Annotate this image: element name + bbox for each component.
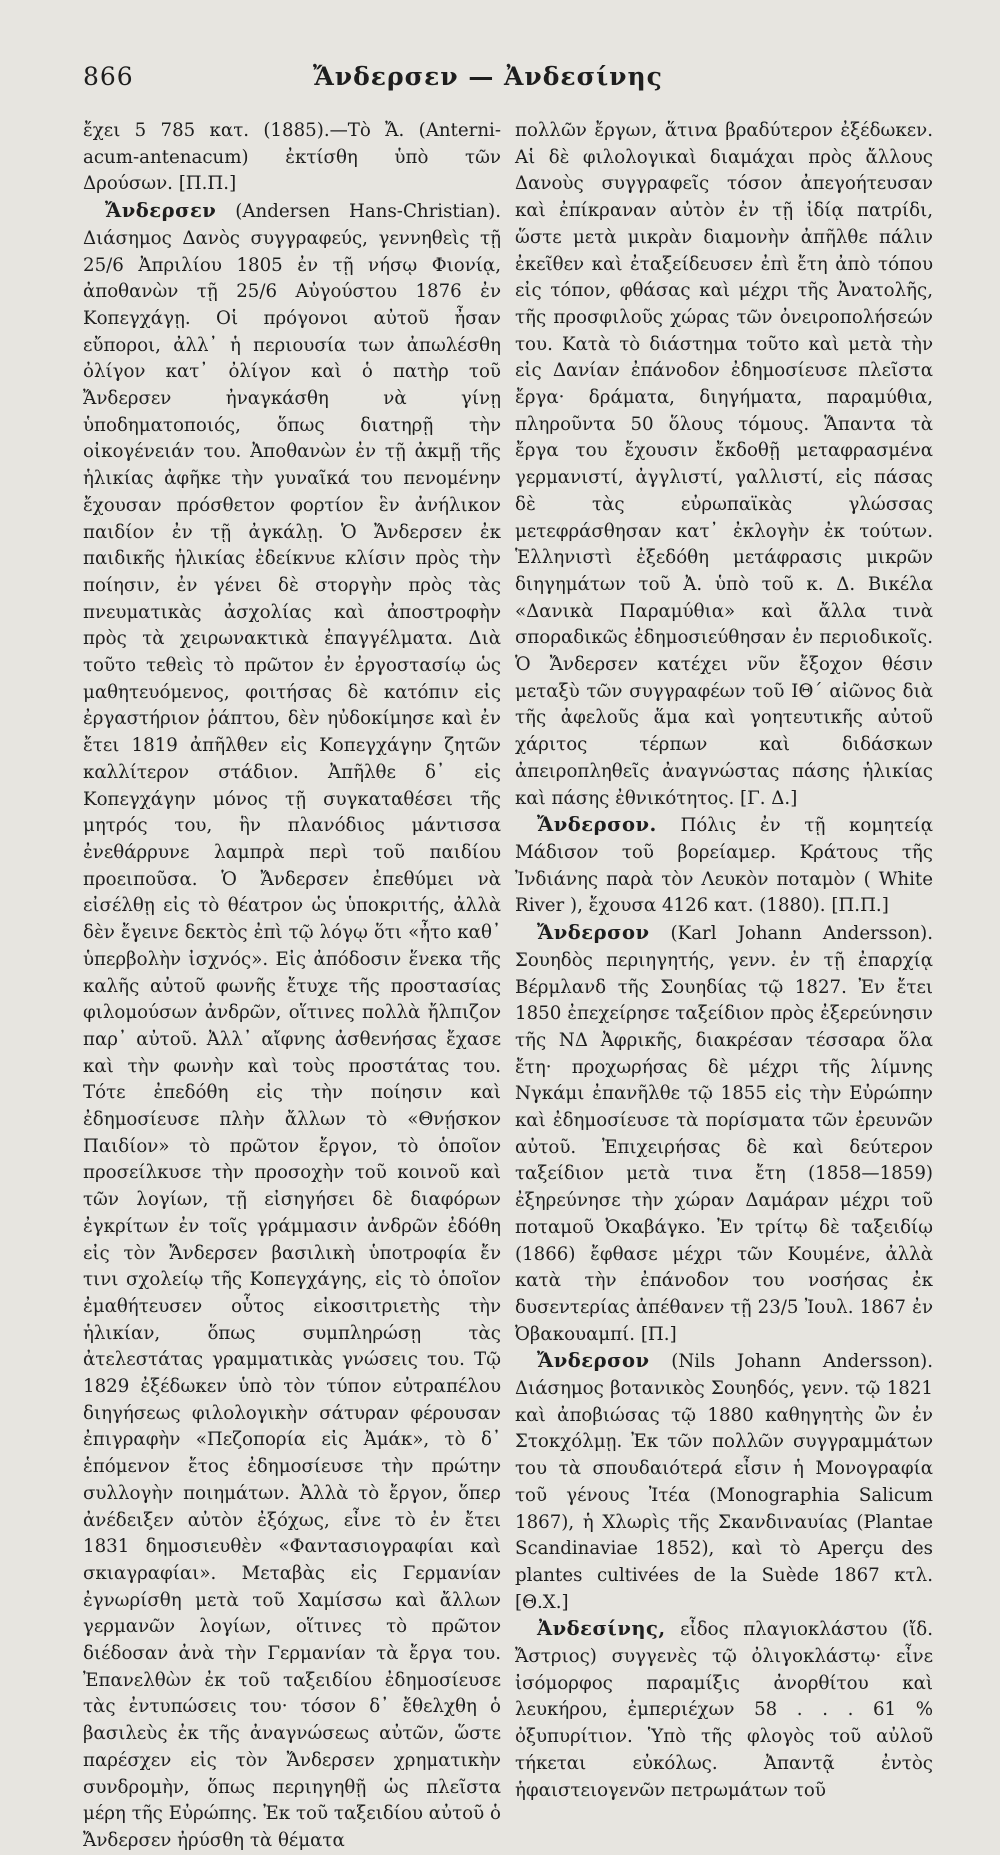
entry-lemma: Ἄνδερσον bbox=[537, 921, 650, 945]
entry-andesinis bbox=[515, 1616, 933, 1804]
page-header bbox=[83, 62, 962, 118]
right-column bbox=[515, 118, 933, 1855]
continued-entry: ἔχει 5 785 κατ. (1885).—Τὸ Ἄ. (Anterni-acum-antenacum) ἐκτίσθη ὑπὸ τῶν Δρούσων. [Π.Π.] bbox=[83, 120, 501, 195]
entry-andersen bbox=[83, 198, 501, 1855]
entry-text: (Nils Johann Andersson). Διάσημος βοτανικὸς Σουηδός, γενν. τῷ 1821 καὶ ἀποβιώσας τῷ 1880 καθηγητὴς ὢν ἐν Στοκχόλμῃ. Ἐκ τῶν πολλῶν συγγραμμάτων του τὰ σπουδαιότερά εἶσιν ἡ Μονογραφία τοῦ γένους Ἰτέα (Monographia Salicum 1867), ἡ Χλωρὶς τῆς Σκανδιναυίας (Plantae Scandinaviae 1852), καὶ τὸ Aperçu des plantes cultivées de la Suède 1867 κτλ. [Θ.Χ.] bbox=[515, 1351, 933, 1613]
entry-anderson-karl bbox=[515, 920, 933, 1348]
entry-anderson-nils bbox=[515, 1348, 933, 1616]
entry-text: (Andersen Hans-Christian). Διάσημος Δανὸς συγγραφεύς, γεννηθεὶς τῇ 25/6 Ἀπριλίου 1805 ἐν τῇ νήσῳ Φιονίᾳ, ἀποθανὼν τῇ 25/6 Αὐγούστου 1876 ἐν Κοπεγχάγῃ. Οἱ πρόγονοι αὐτοῦ ἦσαν εὔποροι, ἀλλ᾽ ἡ περιουσία των ἀπωλέσθη ὀλίγον κατ᾽ ὀλίγον καὶ ὁ πατὴρ τοῦ Ἄνδερσεν ἠναγκάσθη νὰ γίνῃ ὑποδηματοποιός, ὅπως διατηρῇ τὴν οἰκογένειάν του. Ἀποθανὼν ἐν τῇ ἀκμῇ τῆς ἡλικίας ἀφῆκε τὴν γυναῖκά του πενομένην ἔχουσαν πρόσθετον φορτίον ἓν ἀνήλικον παιδίον ἐν τῇ ἀγκάλῃ. Ὁ Ἄνδερσεν ἐκ παιδικῆς ἡλικίας ἐδείκνυε κλίσιν πρὸς τὴν ποίησιν, ἐν γένει δὲ στοργὴν πρὸς τὰς πνευματικὰς ἀσχολίας καὶ ἀποστροφὴν πρὸς τὰ χειρωνακτικὰ ἐπαγγέλματα. Διὰ τοῦτο τεθεὶς τὸ πρῶτον ἐν ἐργοστασίῳ ὡς μαθητευόμενος, φοιτήσας δὲ κατόπιν εἰς ἐργαστήριον ῥάπτου, δὲν ηὐδοκίμησε καὶ ἐν ἔτει 1819 ἀπῆλθεν εἰς Κοπεγχάγην ζητῶν καλλίτερον στάδιον. Ἀπῆλθε δ᾽ εἰς Κοπεγχάγην μόνος τῇ συγκαταθέσει τῆς μητρός του, ἣν πλανόδιος μάντισσα ἐνεθάρρυνε λαμπρὰ περὶ τοῦ παιδίου προειποῦσα. Ὁ Ἄνδερσεν ἐπεθύμει νὰ εἰσέλθῃ εἰς τὸ θέατρον ὡς ὑποκριτής, ἀλλὰ δὲν ἔγεινε δεκτὸς ἐπὶ τῷ λόγῳ ὅτι «ἦτο καθ᾽ ὑπερβολὴν ἰσχνός». Εἰς ἀπόδοσιν ἕνεκα τῆς καλῆς αὐτοῦ φωνῆς ἔτυχε τῆς προστασίας φιλομούσων ἀνδρῶν, οἵτινες πολλὰ ἤλπιζον παρ᾽ αὐτοῦ. Ἀλλ᾽ αἴφνης ἀσθενήσας ἔχασε καὶ τὴν φωνὴν καὶ τοὺς προστάτας του. Τότε ἐπεδόθη εἰς τὴν ποίησιν καὶ ἐδημοσίευσε πλὴν ἄλλων τὸ «Θνῄσκον Παιδίον» τὸ πρῶτον ἔργον, τὸ ὁποῖον προσείλκυσε τὴν προσοχὴν τοῦ κοινοῦ καὶ τῶν λογίων, τῇ εἰσηγήσει δὲ διαφόρων ἐγκρίτων ἐν τοῖς γράμμασιν ἀνδρῶν ἐδόθη εἰς τὸν Ἄνδερσεν βασιλικὴ ὑποτροφία ἔν τινι σχολείῳ τῆς Κοπεγχάγης, εἰς τὸ ὁποῖον ἐμαθήτευσεν οὗτος εἰκοσιτριετὴς τὴν ἡλικίαν, ὅπως συμπληρώσῃ τὰς ἀτελεστάτας γραμματικὰς γνώσεις του. Τῷ 1829 ἐξέδωκεν ὑπὸ τὸν τύπον εὐτραπέλου διηγήσεως φιλολογικὴν σάτυραν φέρουσαν ἐπιγραφὴν «Πεζοπορία εἰς Ἀμάκ», τὸ δ᾽ ἑπόμενον ἔτος ἐδημοσίευσε τὴν πρώτην συλλογὴν ποιημάτων. Ἀλλὰ τὸ ἔργον, ὅπερ ἀνέδειξεν αὐτὸν ἐξόχως, εἶνε τὸ ἐν ἔτει 1831 δημοσιευθὲν «Φαντασιογραφίαι καὶ σκιαγραφίαι». Μεταβὰς εἰς Γερμανίαν ἐγνωρίσθη μετὰ τοῦ Χαμίσσω καὶ ἄλλων γερμανῶν λογίων, οἵτινες τὸ πρῶτον διέδοσαν ἀνὰ τὴν Γερμανίαν τὰ ἔργα του. Ἐπανελθὼν ἐκ τοῦ ταξειδίου ἐδημοσίευσε τὰς ἐντυπώσεις του· τόσον δ᾽ ἔθελχθη ὁ βασιλεὺς ἐκ τῆς ἀναγνώσεως αὐτῶν, ὥστε παρέσχεν εἰς τὸν Ἄνδερσεν χρηματικὴν συνδρομὴν, ὅπως περιηγηθῇ ὡς πλεῖστα μέρη τῆς Εὐρώπης. Ἐκ τοῦ ταξειδίου αὐτοῦ ὁ Ἄνδερσεν ἠρύσθη τὰ θέματα bbox=[83, 201, 501, 1851]
page-number: 866 bbox=[83, 62, 134, 91]
running-head: Ἄνδερσεν — Ἀνδεσίνης bbox=[313, 62, 663, 91]
entry-text: εἶδος πλαγιοκλάστου (ἴδ. Ἄστριος) συγγενὲς τῷ ὀλιγοκλάστῳ· εἶνε ἰσόμορφος παραμίξις ἀνορθίτου καὶ λευκήρου, ἐμπεριέχων 58 . . . 61 % ὀξυπυρίτιον. Ὑπὸ τῆς φλογὸς τοῦ αὐλοῦ τήκεται εὐκόλως. Ἀπαντᾷ ἐντὸς ἡφαιστειογενῶν πετρωμάτων τοῦ bbox=[515, 1619, 933, 1801]
entry-lemma: Ἄνδερσον. bbox=[537, 813, 657, 837]
entry-anderson-city bbox=[515, 812, 933, 920]
entry-text: (Karl Johann Andersson). Σουηδὸς περιηγητής, γενν. ἐν τῇ ἐπαρχίᾳ Βέρμλανδ τῆς Σουηδίας τῷ 1827. Ἐν ἔτει 1850 ἐπεχείρησε ταξείδιον πρὸς ἐξερεύνησιν τῆς ΝΔ Ἀφρικῆς, διακρέσαν τέσσαρα ὅλα ἔτη· προχωρήσας δὲ μέχρι τῆς λίμνης Νγκάμι ἐπανῆλθε τῷ 1855 εἰς τὴν Εὐρώπην καὶ ἐδημοσίευσε τὰ πορίσματα τῶν ἐρευνῶν αὐτοῦ. Ἐπιχειρήσας δὲ καὶ δεύτερον ταξείδιον μετὰ τινα ἔτη (1858—1859) ἐξηρεύνησε τὴν χώραν Δαμάραν μέχρι τοῦ ποταμοῦ Ὀκαβάγκο. Ἐν τρίτῳ δὲ ταξειδίῳ (1866) ἔφθασε μέχρι τῶν Κουμένε, ἀλλὰ κατὰ τὴν ἐπάνοδον του νοσήσας ἐκ δυσεντερίας ἀπέθανεν τῇ 23/5 Ἰουλ. 1867 ἐν Ὀβακουαμπί. [Π.] bbox=[515, 923, 933, 1345]
entry-lemma: Ἄνδερσον bbox=[537, 1349, 650, 1373]
text-columns bbox=[83, 118, 962, 1855]
entry-text: Πόλις ἐν τῇ κομητείᾳ Μάδισον τοῦ βορείαμερ. Κράτους τῆς Ἰνδιάνης παρὰ τὸν Λευκὸν ποταμὸν ( White River ), ἔχουσα 4126 κατ. (1880). [Π.Π.] bbox=[515, 815, 933, 917]
entry-lemma: Ἀνδεσίνης, bbox=[537, 1617, 666, 1641]
entry-lemma: Ἄνδερσεν bbox=[105, 199, 217, 223]
continued-entry: πολλῶν ἔργων, ἅτινα βραδύτερον ἐξέδωκεν. Αἱ δὲ φιλολογικαὶ διαμάχαι πρὸς ἄλλους Δανοὺς συγγραφεῖς τόσον ἀπεγοήτευσαν καὶ ἐπίκραναν αὐτὸν ἐν τῇ ἰδίᾳ πατρίδι, ὥστε μετὰ μικρὰν διαμονὴν ἀπῆλθε πάλιν ἐκεῖθεν καὶ ἐταξείδευσεν ἐπὶ ἔτη ἀπὸ τόπου εἰς τόπον, φθάσας καὶ μέχρι τῆς Ἀνατολῆς, τῆς προσφιλοῦς χώρας τῶν ὀνειροπολήσεών του. Κατὰ τὸ διάστημα τοῦτο καὶ μετὰ τὴν εἰς Δανίαν ἐπάνοδον ἐδημοσίευσε πλεῖστα ἔργα· δράματα, διηγήματα, παραμύθια, πληροῦντα 50 ὅλους τόμους. Ἅπαντα τὰ ἔργα του ἔχουσιν ἔκδοθῇ μεταφρασμένα γερμανιστί, ἀγγλιστί, γαλλιστί, εἰς πάσας δὲ τὰς εὐρωπαϊκὰς γλώσσας μετεφράσθησαν κατ᾽ ἐκλογὴν ἐκ τούτων. Ἑλληνιστὶ ἐξεδόθη μετάφρασις μικρῶν διηγημάτων τοῦ Ἀ. ὑπὸ τοῦ κ. Δ. Βικέλα «Δανικὰ Παραμύθια» καὶ ἄλλα τινὰ σποραδικῶς ἐδημοσιεύθησαν ἐν περιοδικοῖς. Ὁ Ἄνδερσεν κατέχει νῦν ἔξοχον θέσιν μεταξὺ τῶν συγγραφέων τοῦ ΙΘ´ αἰῶνος διὰ τῆς ἀφελοῦς ἅμα καὶ γοητευτικῆς αὐτοῦ χάριτος τέρπων καὶ διδάσκων ἀπειροπληθεῖς ἀναγνώστας πάσης ἡλικίας καὶ πάσης ἐθνικότητος. [Γ. Δ.] bbox=[515, 120, 933, 809]
left-column bbox=[83, 118, 501, 1855]
